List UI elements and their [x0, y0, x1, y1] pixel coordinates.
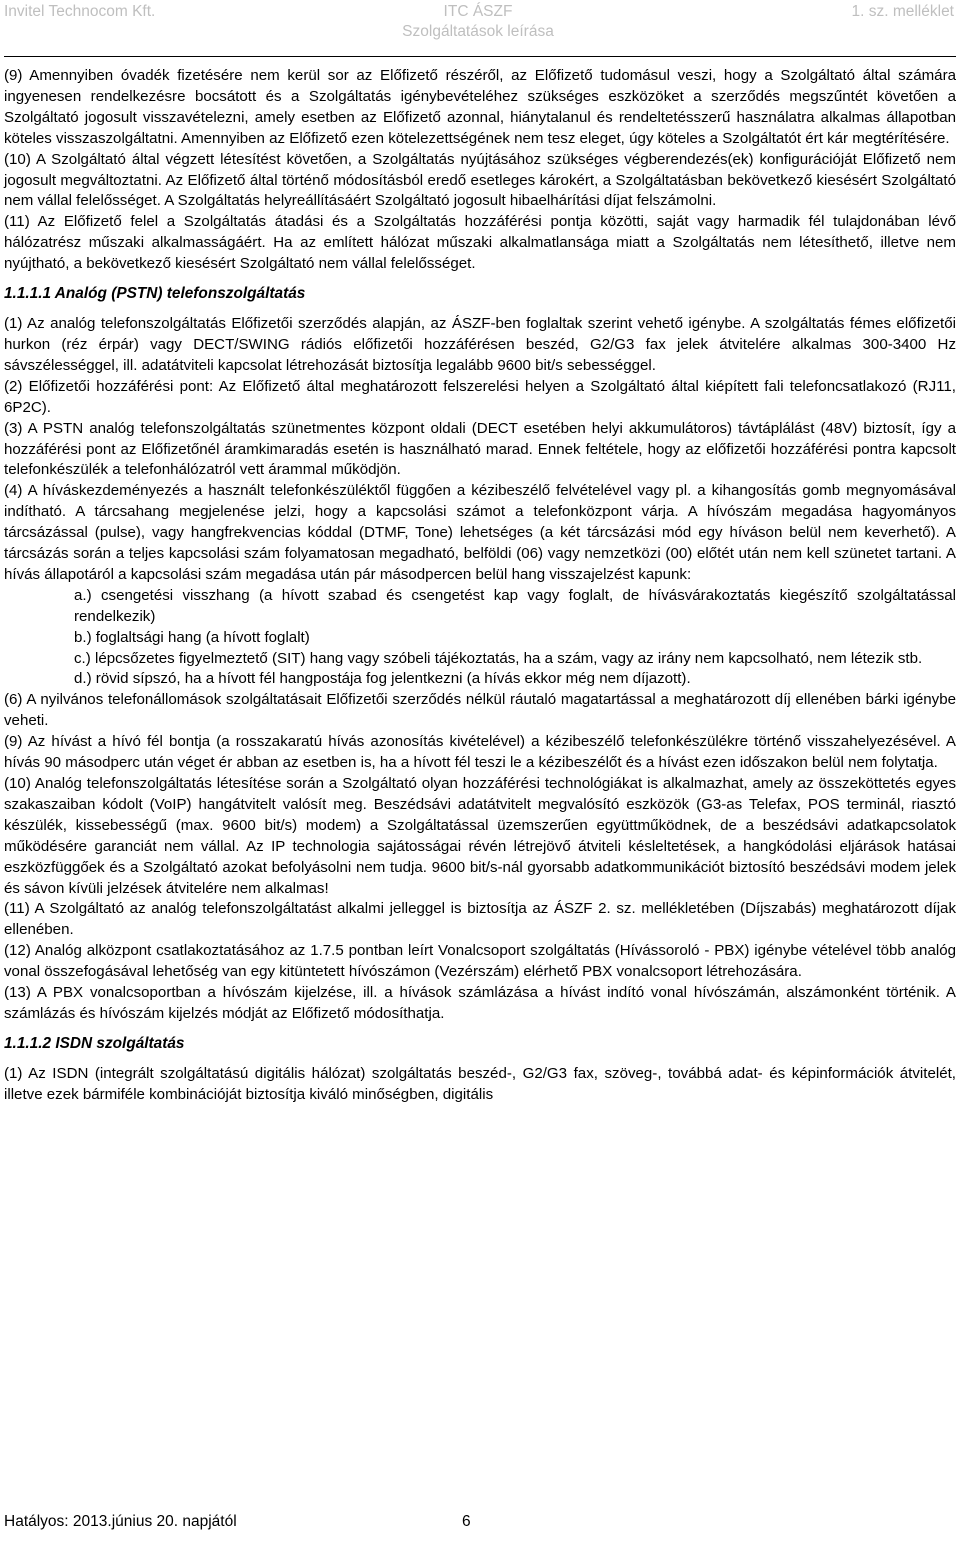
- page-header: [0, 0, 960, 58]
- header-doc-code: ITC ÁSZF: [443, 3, 513, 20]
- paragraph: (13) A PBX vonalcsoportban a hívószám kijelzése, ill. a hívások számlázása a hívást indító vonal hívószámán, alszámonként történik. A számlázás és hívószám kijelzés módját az Előfizető módosíthatja.: [4, 984, 956, 1022]
- footer-effective-date: Hatályos: 2013.június 20. napjától: [4, 1513, 237, 1530]
- page-footer: [4, 1512, 471, 1532]
- page-number: 6: [462, 1513, 471, 1530]
- paragraph: (1) Az analóg telefonszolgáltatás Előfizetői szerződés alapján, az ÁSZF-ben foglaltak szerint vehető igénybe. A szolgáltatás fémes előfizetői hurkon (réz érpár) vagy DECT/SWING rádiós előfizetői hozzáférésen beszéd, G2/G3 fax jelek átvitelére alkalmas 300-3400 Hz sávszélességgel, ill. adatátviteli kapcsolat létrehozását biztosítja legalább 9600 bit/s sebességgel.: [4, 315, 956, 374]
- header-annex: 1. sz. melléklet: [851, 3, 954, 20]
- paragraph: (3) A PSTN analóg telefonszolgáltatás szünetmentes központ oldali (DECT esetében helyi akkumulátoros) távtáplálást (48V) biztosít, így a hozzáférési pont az Előfizetőnél áramkimaradás esetén is használható marad. Ennek feltétele, hogy az előfizetői hozzáférési pontra kapcsolt telefonkészülék a telefonhálózatról vett árammal működjön.: [4, 419, 956, 479]
- header-subtitle: Szolgáltatások leírása: [402, 23, 554, 40]
- header-company: Invitel Technocom Kft.: [4, 3, 156, 20]
- section-heading-pstn: 1.1.1.1 Analóg (PSTN) telefonszolgáltatás: [4, 285, 306, 303]
- document-body: [4, 66, 956, 1106]
- paragraph: (9) Amennyiben óvadék fizetésére nem kerül sor az Előfizető részéről, az Előfizető tudomásul veszi, hogy a Szolgáltató által számára ingyenesen rendelkezésre bocsátott és a Szolgáltatás igénybevételéhez szükséges eszközöket a szerződés megszűntét követően a Szolgáltató jogosult visszavételezni, amely esetben az Előfizető azonnal, hiánytalanul és rendeltetésszerű használatra alkalmas állapotban köteles visszaszolgáltatni. Amennyiben az Előfizető ezen kötelezettségének nem tesz eleget, úgy köteles a Szolgáltatót ért kár megtérítésére.: [4, 67, 956, 147]
- header-divider: [4, 56, 956, 57]
- list-item: d.) rövid sípszó, ha a hívott fél hangpostája fog jelentkezni (a hívás ekkor még nem díjazott).: [74, 670, 691, 688]
- paragraph: (9) Az hívást a hívó fél bontja (a rosszakaratú hívás azonosítás kivételével) a kézibeszélő telefonkészülékre történő visszahelyezésével. A hívás 90 másodperc után véget ér abban az esetben is, ha a hívott fél teszi le a kézibeszélőt és a hívást ezen időszakon belül nem folytatja.: [4, 733, 956, 772]
- section-heading-isdn: 1.1.1.2 ISDN szolgáltatás: [4, 1034, 185, 1052]
- list-item: c.) lépcsőzetes figyelmeztető (SIT) hang vagy szóbeli tájékoztatás, ha a szám, vagy az irány nem kapcsolható, nem létezik stb.: [74, 649, 923, 667]
- paragraph: (2) Előfizetői hozzáférési pont: Az Előfizető által meghatározott felszerelési helyen a Szolgáltató által kiépített fali telefoncsatlakozó (RJ11, 6P2C).: [4, 377, 956, 416]
- paragraph: (4) A híváskezdeményezés a használt telefonkészüléktől függően a kézibeszélő felvételével vagy pl. a kihangosítás gomb megnyomásával indítható. A tárcsahang megjelenése jelzi, hogy a kapcsolási számot a telefonközpont várja. A hívószám megadása hagyományos tárcsázással (pulse), vagy hangfrekvencias kóddal (DTMF, Tone) lehetséges (a két tárcsázási mód egy híváson belül nem keverhető). A tárcsázás során a teljes kapcsolási szám folyamatosan megadható, belföldi (06) vagy nemzetközi (00) előtét után nem kell szünetet tartani. A hívás állapotáról a kapcsolási szám megadása után pár másodpercen belül hang visszajelzést kapunk:: [4, 482, 956, 583]
- paragraph: (10) Analóg telefonszolgáltatás létesítése során a Szolgáltató olyan hozzáférési technológiákat is alkalmazhat, amely az összeköttetés egyes szakaszaiban kódolt (VoIP) hangátvitelt valósít meg. Beszédsávi adatátvitelt megvalósító eszközök (G3-as Telefax, POS terminál, riasztó készülék, kissebességű (max. 9600 bit/s) modem) a Szolgáltatással üzemszerűen együttműködnek, de a beszédsávi adatkapcsolatok működésére garanciát nem vállal. Az IP technologia sajátosságai révén létrejövő átviteli késleltetések, a hangkódolási eljárások hatásai eszközfüggőek és a Szolgáltató azokat befolyásolni nem tudja. 9600 bit/s-nál gyorsabb adatkommunikációt biztosító beszédsávi modem jelek és sávon kívüli jelzések átvitelére nem alkalmas!: [4, 775, 956, 897]
- paragraph: (1) Az ISDN (integrált szolgáltatású digitális hálózat) szolgáltatás beszéd-, G2/G3 fax, szöveg-, továbbá adat- és képinformációk átvitelét, illetve ezek bármiféle kombinációját biztosítja kiváló minőségben, digitális: [4, 1064, 956, 1103]
- list-item: b.) foglaltsági hang (a hívott foglalt): [74, 628, 310, 646]
- paragraph: (11) Az Előfizető felel a Szolgáltatás átadási és a Szolgáltatás hozzáférési pontja közötti, saját vagy harmadik fél tulajdonában lévő hálózatrész műszaki alkalmasságáért. Ha az említett hálózat műszaki alkalmatlansága miatt a Szolgáltatás nem létesíthető, illetve nem nyújtható, a bekövetkező kiesésért Szolgáltató nem vállal felelősséget.: [4, 213, 956, 273]
- paragraph: (12) Analóg alközpont csatlakoztatásához az 1.7.5 pontban leírt Vonalcsoport szolgáltatás (Hívássoroló - PBX) igénybe vételével több analóg vonal összefogásával lehetőség van egy kitüntetett hívószámon (Vezérszám) elérhető PBX vonalcsoport létrehozására.: [4, 942, 956, 981]
- list-item: a.) csengetési visszhang (a hívott szabad és csengetést kap vagy foglalt, de hívásvárakoztatás kiegészítő szolgáltatással rendelkezik): [74, 586, 956, 625]
- paragraph: (6) A nyilvános telefonállomások szolgáltatásait Előfizetői szerződés nélkül ráutaló magatartással a meghatározott díj ellenében bárki igénybe veheti.: [4, 691, 956, 730]
- paragraph: (11) A Szolgáltató az analóg telefonszolgáltatást alkalmi jelleggel is biztosítja az ÁSZF 2. sz. mellékletében (Díjszabás) meghatározott díjak ellenében.: [4, 900, 956, 939]
- paragraph: (10) A Szolgáltató által végzett létesítést követően, a Szolgáltatás nyújtásához szükséges végberendezés(ek) konfigurációját Előfizető nem jogosult megváltoztatni. Az Előfizető által történő módosításból eredő esetleges károkért, a Szolgáltatásban bekövetkező kiesésért Szolgáltató nem vállal felelősséget. A Szolgáltatás helyreállításáért Szolgáltató jogosult hibaelhárítási díjat felszámolni.: [4, 150, 956, 210]
